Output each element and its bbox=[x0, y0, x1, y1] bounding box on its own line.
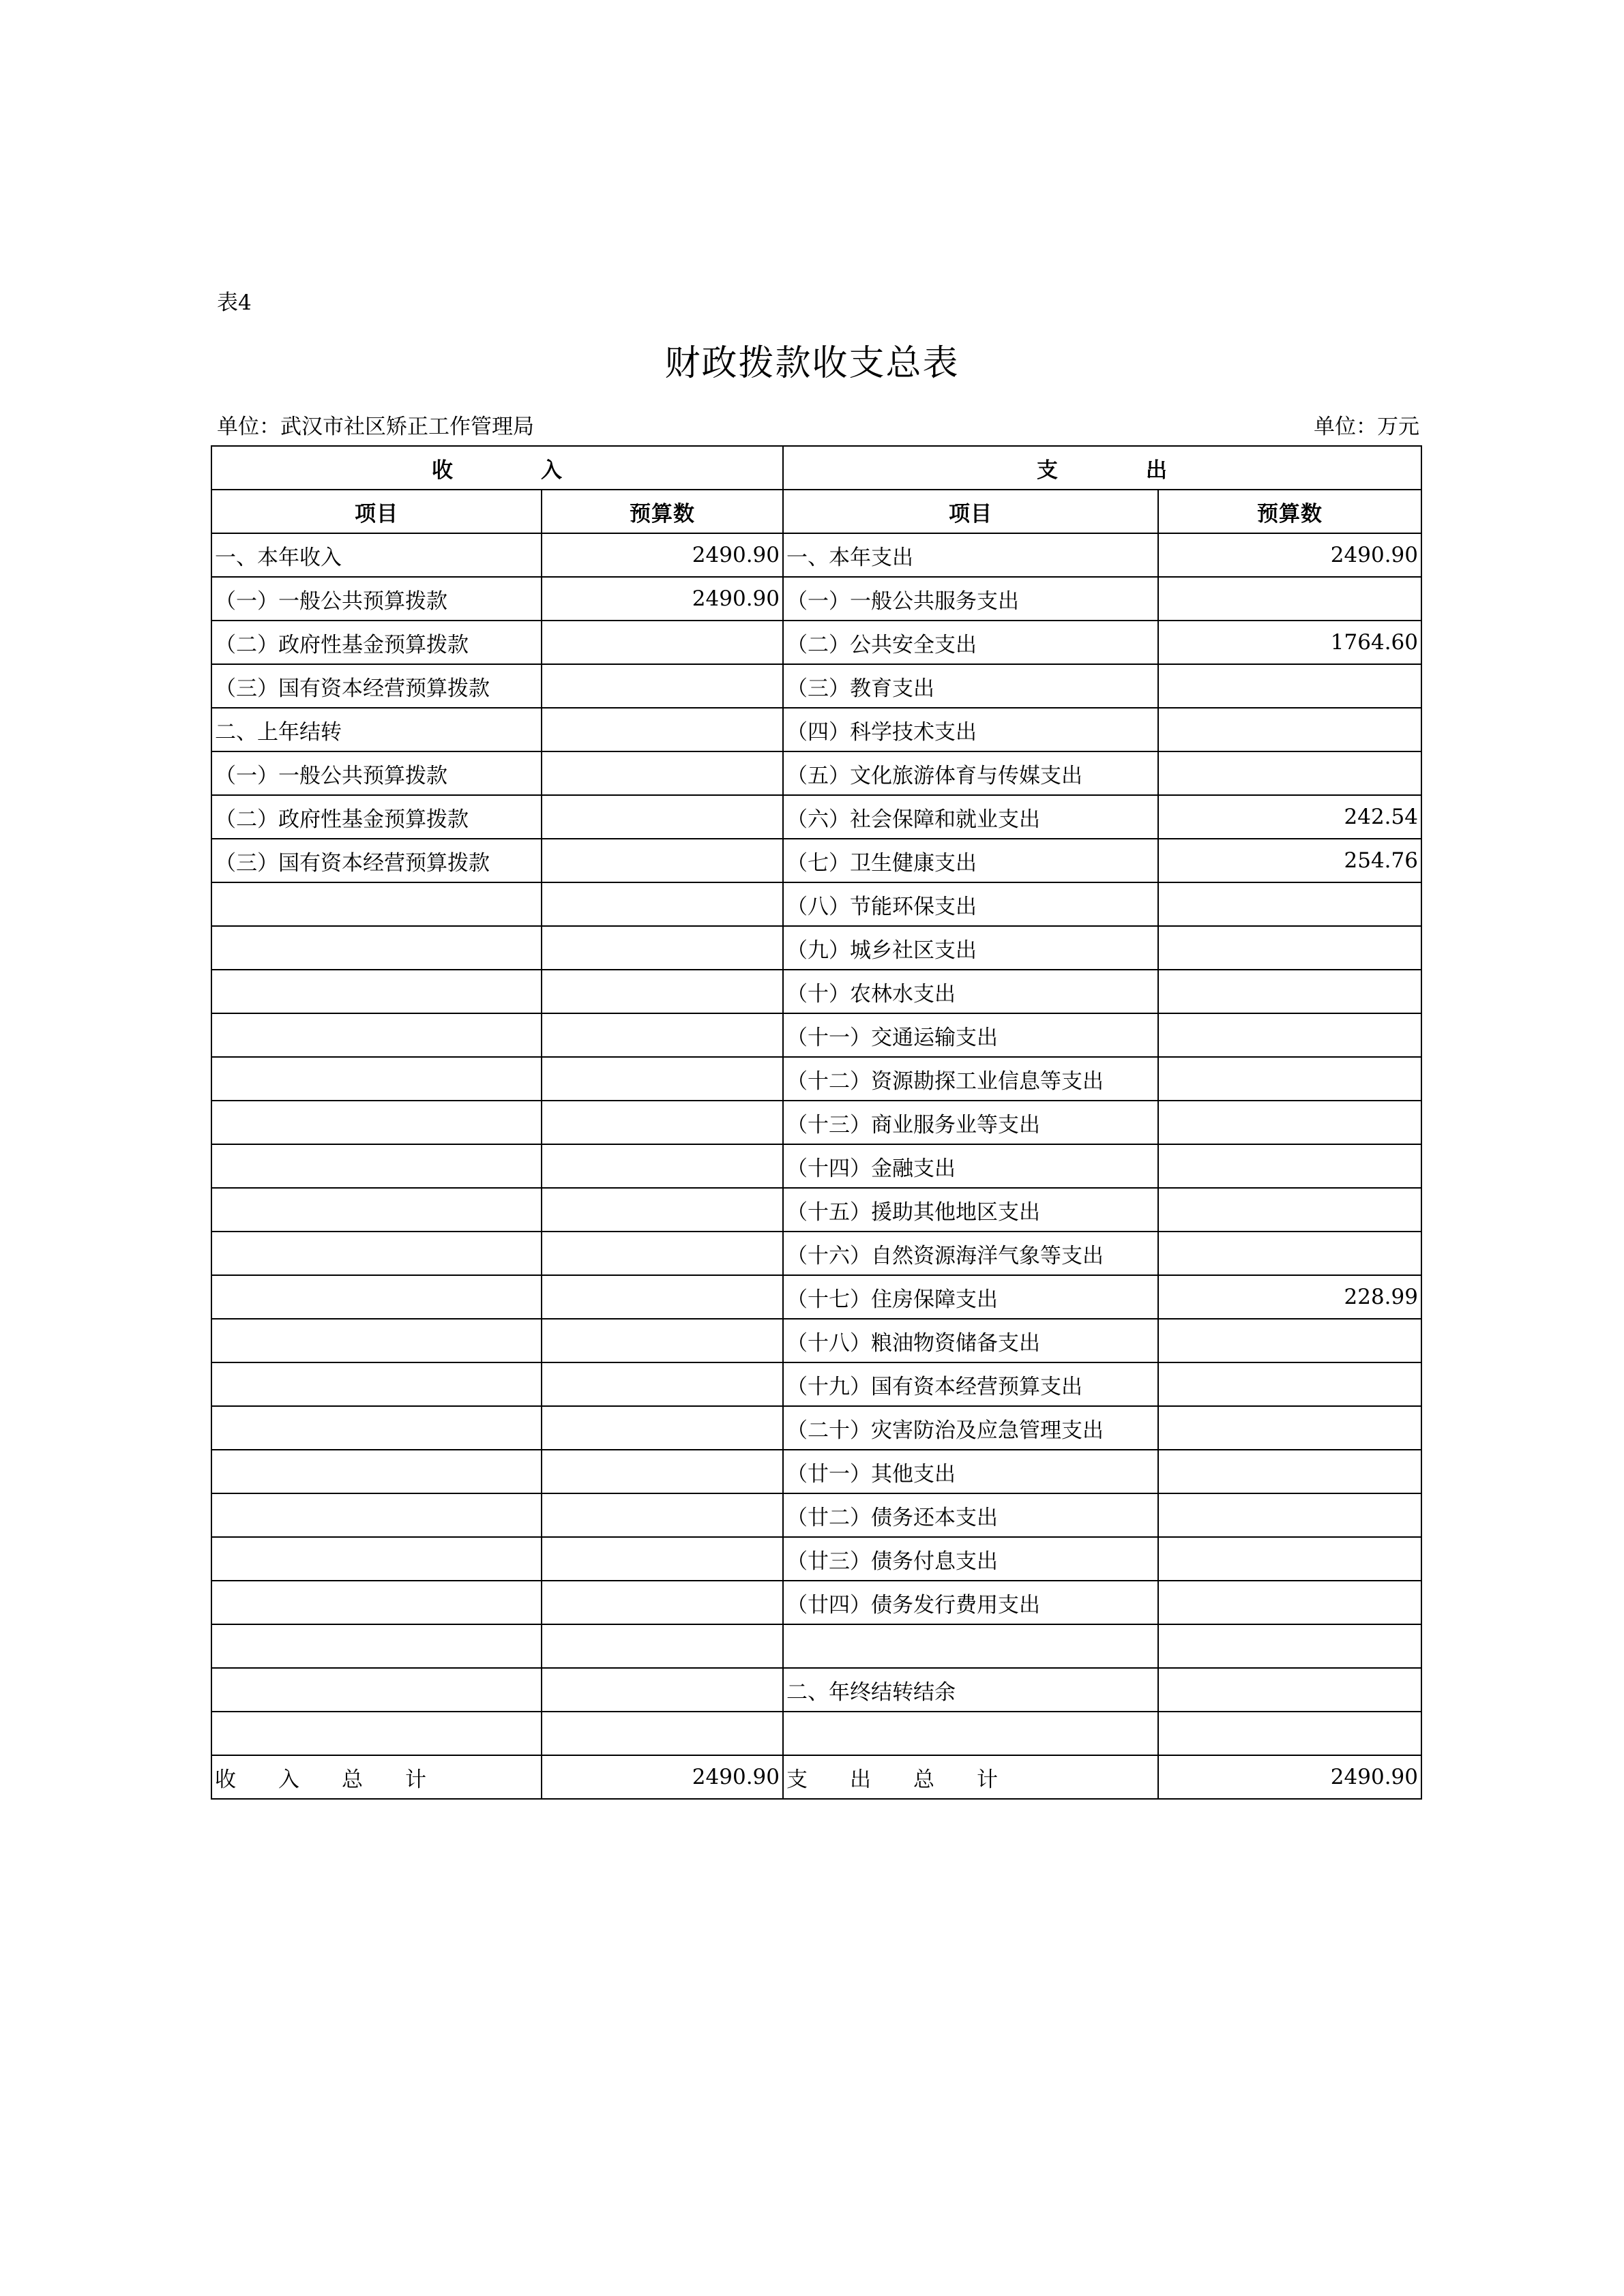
income-item-cell: 一、本年收入 bbox=[211, 533, 542, 577]
expense-amount-cell bbox=[1158, 1581, 1421, 1624]
expense-item-cell: （七）卫生健康支出 bbox=[783, 839, 1158, 882]
section-header-row bbox=[211, 446, 1421, 490]
income-amount-cell bbox=[542, 1188, 783, 1232]
income-item-cell bbox=[211, 1362, 542, 1406]
income-item-cell bbox=[211, 1275, 542, 1319]
income-amount-cell bbox=[542, 621, 783, 664]
income-item-cell bbox=[211, 1537, 542, 1581]
table-row bbox=[211, 970, 1421, 1013]
table-row bbox=[211, 926, 1421, 970]
income-amount-cell bbox=[542, 664, 783, 708]
expense-amount-cell: 1764.60 bbox=[1158, 621, 1421, 664]
income-item-cell: （二）政府性基金预算拨款 bbox=[211, 795, 542, 839]
expense-item-cell: （十六）自然资源海洋气象等支出 bbox=[783, 1232, 1158, 1275]
expense-amount-cell: 254.76 bbox=[1158, 839, 1421, 882]
income-item-cell: （一）一般公共预算拨款 bbox=[211, 751, 542, 795]
expense-item-cell: （八）节能环保支出 bbox=[783, 882, 1158, 926]
income-item-cell bbox=[211, 1013, 542, 1057]
currency-unit: 单位：万元 bbox=[1314, 415, 1419, 439]
income-amount-cell bbox=[542, 926, 783, 970]
table-row bbox=[211, 1668, 1421, 1712]
income-item-cell: （二）政府性基金预算拨款 bbox=[211, 621, 542, 664]
expense-amount-cell bbox=[1158, 708, 1421, 751]
table-row bbox=[211, 708, 1421, 751]
income-amount-header: 预算数 bbox=[542, 490, 783, 533]
income-amount-cell bbox=[542, 1101, 783, 1144]
expense-item-cell: 二、年终结转结余 bbox=[783, 1668, 1158, 1712]
expense-amount-cell bbox=[1158, 1624, 1421, 1668]
table-number: 表4 bbox=[217, 290, 252, 315]
income-item-cell bbox=[211, 1406, 542, 1450]
income-amount-cell: 2490.90 bbox=[542, 577, 783, 621]
income-item-cell bbox=[211, 1450, 542, 1493]
income-amount-cell bbox=[542, 1362, 783, 1406]
table-row bbox=[211, 1624, 1421, 1668]
table-row bbox=[211, 1188, 1421, 1232]
table-row bbox=[211, 1406, 1421, 1450]
table-row bbox=[211, 1493, 1421, 1537]
expense-item-cell: （二十）灾害防治及应急管理支出 bbox=[783, 1406, 1158, 1450]
expense-item-cell: （十二）资源勘探工业信息等支出 bbox=[783, 1057, 1158, 1101]
expense-amount-cell bbox=[1158, 664, 1421, 708]
table-row bbox=[211, 795, 1421, 839]
expense-amount-cell bbox=[1158, 1493, 1421, 1537]
income-amount-cell: 2490.90 bbox=[542, 533, 783, 577]
expense-amount-cell bbox=[1158, 1450, 1421, 1493]
income-amount-cell bbox=[542, 1493, 783, 1537]
expense-amount-header: 预算数 bbox=[1158, 490, 1421, 533]
income-item-cell bbox=[211, 926, 542, 970]
table-row bbox=[211, 1537, 1421, 1581]
expense-amount-cell bbox=[1158, 1188, 1421, 1232]
expense-item-header: 项目 bbox=[783, 490, 1158, 533]
income-item-cell: （三）国有资本经营预算拨款 bbox=[211, 839, 542, 882]
expense-amount-cell bbox=[1158, 751, 1421, 795]
income-amount-cell bbox=[542, 708, 783, 751]
expense-item-cell: （一）一般公共服务支出 bbox=[783, 577, 1158, 621]
expense-amount-cell bbox=[1158, 1232, 1421, 1275]
income-amount-cell bbox=[542, 970, 783, 1013]
expense-amount-cell bbox=[1158, 970, 1421, 1013]
income-item-cell: （三）国有资本经营预算拨款 bbox=[211, 664, 542, 708]
table-row bbox=[211, 1275, 1421, 1319]
expense-item-cell: （廿一）其他支出 bbox=[783, 1450, 1158, 1493]
table-row bbox=[211, 882, 1421, 926]
expense-item-cell: （十）农林水支出 bbox=[783, 970, 1158, 1013]
income-amount-cell bbox=[542, 1712, 783, 1755]
income-amount-cell bbox=[542, 1668, 783, 1712]
expense-item-cell: （十九）国有资本经营预算支出 bbox=[783, 1362, 1158, 1406]
income-item-cell: 二、上年结转 bbox=[211, 708, 542, 751]
expense-section-header: 支 出 bbox=[783, 446, 1421, 490]
expense-amount-cell bbox=[1158, 1101, 1421, 1144]
expense-item-cell: （十四）金融支出 bbox=[783, 1144, 1158, 1188]
income-amount-cell bbox=[542, 751, 783, 795]
income-item-cell bbox=[211, 1712, 542, 1755]
income-item-cell: （一）一般公共预算拨款 bbox=[211, 577, 542, 621]
table-row bbox=[211, 839, 1421, 882]
income-amount-cell bbox=[542, 1406, 783, 1450]
expense-item-cell: （二）公共安全支出 bbox=[783, 621, 1158, 664]
income-amount-cell bbox=[542, 882, 783, 926]
table-row bbox=[211, 664, 1421, 708]
organization-unit: 单位：武汉市社区矫正工作管理局 bbox=[217, 415, 534, 439]
income-amount-cell bbox=[542, 1450, 783, 1493]
table-row bbox=[211, 1362, 1421, 1406]
income-item-cell bbox=[211, 970, 542, 1013]
income-item-header: 项目 bbox=[211, 490, 542, 533]
expense-item-cell: （十八）粮油物资储备支出 bbox=[783, 1319, 1158, 1362]
expense-amount-cell bbox=[1158, 1712, 1421, 1755]
income-item-cell bbox=[211, 1057, 542, 1101]
income-amount-cell bbox=[542, 795, 783, 839]
table-row bbox=[211, 1013, 1421, 1057]
income-item-cell bbox=[211, 1101, 542, 1144]
expense-item-cell: （五）文化旅游体育与传媒支出 bbox=[783, 751, 1158, 795]
expense-item-cell: （廿二）债务还本支出 bbox=[783, 1493, 1158, 1537]
expense-item-cell: 一、本年支出 bbox=[783, 533, 1158, 577]
expense-item-cell: （廿四）债务发行费用支出 bbox=[783, 1581, 1158, 1624]
income-amount-cell bbox=[542, 1581, 783, 1624]
table-row bbox=[211, 1101, 1421, 1144]
income-item-cell bbox=[211, 882, 542, 926]
income-item-cell bbox=[211, 1493, 542, 1537]
table-row bbox=[211, 1712, 1421, 1755]
expense-amount-cell bbox=[1158, 882, 1421, 926]
table-row bbox=[211, 751, 1421, 795]
expense-item-cell: （十七）住房保障支出 bbox=[783, 1275, 1158, 1319]
expense-item-cell: （十五）援助其他地区支出 bbox=[783, 1188, 1158, 1232]
income-amount-cell bbox=[542, 1144, 783, 1188]
expense-item-cell: （六）社会保障和就业支出 bbox=[783, 795, 1158, 839]
budget-table bbox=[211, 445, 1422, 1800]
table-row bbox=[211, 1057, 1421, 1101]
income-section-header: 收 入 bbox=[211, 446, 783, 490]
expense-total-label: 支 出 总 计 bbox=[783, 1755, 1158, 1799]
expense-amount-cell bbox=[1158, 1013, 1421, 1057]
expense-amount-cell: 228.99 bbox=[1158, 1275, 1421, 1319]
income-amount-cell bbox=[542, 1319, 783, 1362]
column-header-row bbox=[211, 490, 1421, 533]
expense-amount-cell: 2490.90 bbox=[1158, 533, 1421, 577]
expense-item-cell: （三）教育支出 bbox=[783, 664, 1158, 708]
income-item-cell bbox=[211, 1232, 542, 1275]
income-total-label: 收 入 总 计 bbox=[211, 1755, 542, 1799]
expense-amount-cell bbox=[1158, 577, 1421, 621]
income-item-cell bbox=[211, 1188, 542, 1232]
expense-item-cell: （十一）交通运输支出 bbox=[783, 1013, 1158, 1057]
income-item-cell bbox=[211, 1581, 542, 1624]
expense-item-cell bbox=[783, 1712, 1158, 1755]
income-item-cell bbox=[211, 1144, 542, 1188]
income-amount-cell bbox=[542, 839, 783, 882]
expense-item-cell: （廿三）债务付息支出 bbox=[783, 1537, 1158, 1581]
expense-item-cell: （十三）商业服务业等支出 bbox=[783, 1101, 1158, 1144]
income-amount-cell bbox=[542, 1537, 783, 1581]
income-item-cell bbox=[211, 1624, 542, 1668]
expense-amount-cell: 242.54 bbox=[1158, 795, 1421, 839]
expense-amount-cell bbox=[1158, 1406, 1421, 1450]
expense-item-cell bbox=[783, 1624, 1158, 1668]
table-row bbox=[211, 1319, 1421, 1362]
expense-amount-cell bbox=[1158, 1144, 1421, 1188]
expense-amount-cell bbox=[1158, 1362, 1421, 1406]
income-amount-cell bbox=[542, 1013, 783, 1057]
page-title: 财政拨款收支总表 bbox=[664, 343, 960, 384]
table-row bbox=[211, 1450, 1421, 1493]
table-row bbox=[211, 533, 1421, 577]
expense-item-cell: （四）科学技术支出 bbox=[783, 708, 1158, 751]
income-total-amount: 2490.90 bbox=[542, 1755, 783, 1799]
expense-amount-cell bbox=[1158, 1319, 1421, 1362]
expense-amount-cell bbox=[1158, 1668, 1421, 1712]
table-row bbox=[211, 1144, 1421, 1188]
table-row bbox=[211, 577, 1421, 621]
totals-row bbox=[211, 1755, 1421, 1799]
income-amount-cell bbox=[542, 1624, 783, 1668]
table-row bbox=[211, 1581, 1421, 1624]
income-amount-cell bbox=[542, 1057, 783, 1101]
income-item-cell bbox=[211, 1668, 542, 1712]
expense-amount-cell bbox=[1158, 926, 1421, 970]
expense-amount-cell bbox=[1158, 1057, 1421, 1101]
expense-total-amount: 2490.90 bbox=[1158, 1755, 1421, 1799]
income-item-cell bbox=[211, 1319, 542, 1362]
income-amount-cell bbox=[542, 1275, 783, 1319]
expense-item-cell: （九）城乡社区支出 bbox=[783, 926, 1158, 970]
table-row bbox=[211, 1232, 1421, 1275]
table-row bbox=[211, 621, 1421, 664]
income-amount-cell bbox=[542, 1232, 783, 1275]
expense-amount-cell bbox=[1158, 1537, 1421, 1581]
